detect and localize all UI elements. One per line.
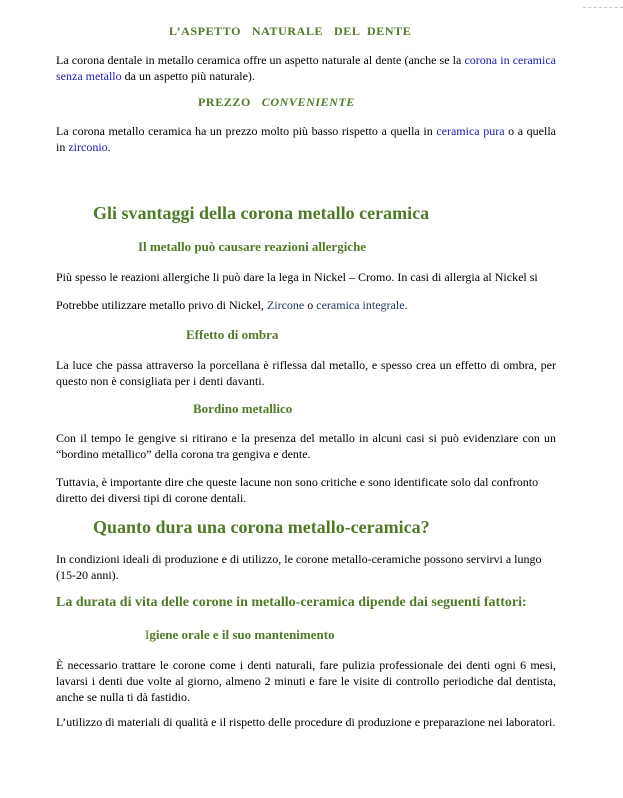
heading-text: I (145, 627, 150, 642)
link-ceramica-integrale[interactable]: ceramica integrale (316, 298, 405, 312)
paragraph-prezzo (56, 123, 556, 155)
paragraph-bordino-1: Con il tempo le gengive si ritirano e la presenza del metallo in alcuni casi si può evidenziare con un “bordino metallico” della corona tra gengiva e dente. (56, 431, 556, 461)
paragraph-bordino-2: Tuttavia, è importante dire che queste lacune non sono critiche e sono identificate solo dal confronto diretto dei diversi tipi di corone dentali. (56, 475, 539, 505)
paragraph-allergie-1: Più spesso le reazioni allergiche li può dare la lega in Nickel – Cromo. In casi di allergia al Nickel si (56, 270, 538, 284)
paragraph-durata: In condizioni ideali di produzione e di utilizzo, le corone metallo-ceramiche possono servirvi a lungo (15-20 anni). (56, 552, 542, 582)
heading-prezzo-conveniente (198, 95, 355, 110)
heading-fattori-durata: La durata di vita delle corone in metallo-ceramica dipende dai seguenti fattori: (56, 595, 527, 610)
paragraph-text: . (107, 140, 111, 154)
heading-aspetto-naturale: L’ASPETTO NATURALE DEL DENTE (169, 24, 412, 38)
paragraph-text: o a quella in (56, 124, 557, 154)
link-corona-ceramica-senza-metallo[interactable]: corona in ceramica senza metallo (56, 53, 556, 83)
heading-svantaggi: Gli svantaggi della corona metallo ceramica (93, 203, 430, 223)
paragraph-ombra: La luce che passa attraverso la porcellana è riflessa dal metallo, e spesso crea un effetto di ombra, per questo non è consigliata per i denti davanti. (56, 358, 556, 388)
heading-effetto-ombra: Effetto di ombra (186, 327, 279, 342)
heading-text-italic: CONVENIENTE (261, 95, 356, 109)
link-zircone[interactable]: Zircone (266, 298, 305, 312)
heading-reazioni-allergiche: Il metallo può causare reazioni allergiche (138, 239, 367, 254)
paragraph-text: La corona metallo ceramica ha un prezzo molto più basso rispetto a quella in (56, 124, 437, 138)
paragraph-text: o (304, 298, 317, 312)
heading-quanto-dura: Quanto dura una corona metallo-ceramica? (93, 517, 430, 537)
paragraph-materiali: L’utilizzo di materiali di qualità e il rispetto delle procedure di produzione e preparazione nei laboratori. (56, 715, 556, 729)
link-ceramica-pura[interactable]: ceramica pura (436, 124, 505, 138)
paragraph-aspetto-naturale (56, 52, 556, 84)
heading-igiene-orale (145, 627, 335, 643)
paragraph-allergie-2 (56, 297, 556, 313)
heading-bordino-metallico: Bordino metallico (193, 401, 293, 416)
paragraph-text: da un aspetto più naturale). (121, 69, 255, 83)
heading-text: PREZZO (198, 95, 262, 109)
paragraph-text: . (404, 298, 408, 312)
link-zirconio[interactable]: zirconio (68, 140, 108, 154)
paragraph-igiene: È necessario trattare le corone come i denti naturali, fare pulizia professionale dei denti ogni 6 mesi, lavarsi i denti due volte al giorno, almeno 2 minuti e fare le visite di controllo periodiche dal dentista, anche se nulla ti dà fastidio. (56, 658, 556, 704)
heading-text: giene orale e il suo mantenimento (149, 627, 335, 642)
paragraph-text: La corona dentale in metallo ceramica offre un aspetto naturale al dente (anche se la (56, 53, 465, 67)
page-edge-marker (583, 7, 623, 8)
paragraph-text: Potrebbe utilizzare metallo privo di Nickel, (56, 298, 267, 312)
